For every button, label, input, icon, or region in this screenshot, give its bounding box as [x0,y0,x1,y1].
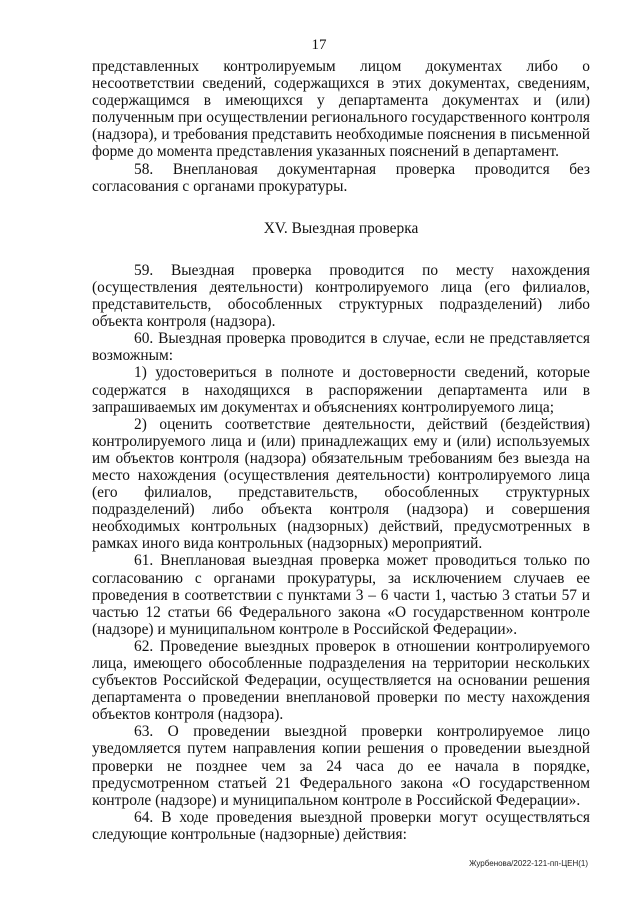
paragraph-63: 63. О проведении выездной проверки контролируемое лицо уведомляется путем направления копии решения о проведении выездной проверки не позднее чем за 24 часа до ее начала в порядке, предусмотренном статьей 21 Федерального закона «О государственном контроле (надзоре) и муниципальном контроле в Российской Федерации». [92,723,590,809]
footer-document-code: Журбенова/2022-121-пп-ЦЕН(1) [469,859,588,868]
paragraph-60-item-2: 2) оценить соответствие деятельности, действий (бездействия) контролируемого лица и (или) принадлежащих ему и (или) используемых им объектов контроля (надзора) обязательным требованиям без выезда на место нахождения (осуществления деятельности) контролируемого лица (его филиалов, представительств, обособленных структурных подразделений) либо объекта контроля (надзора) и совершения необходимых контрольных (надзорных) действий, предусмотренных в рамках иного вида контрольных (надзорных) мероприятий. [92,415,590,553]
paragraph-continuation: представленных контролируемым лицом документах либо о несоответствии сведений, содержащихся в этих документах, сведениям, содержащимся в имеющихся у департамента документах и (или) полученным при осуществлении регионального государственного контроля (надзора), и требования представить необходимые пояснения в письменной форме до момента представления указанных пояснений в департамент. [92,58,590,161]
document-body [92,58,590,843]
paragraph-61: 61. Внеплановая выездная проверка может проводиться только по согласованию с органами прокуратуры, за исключением случаев ее проведения в соответствии с пунктами 3 – 6 части 1, частью 3 статьи 57 и частью 12 статьи 66 Федерального закона «О государственном контроле (надзоре) и муниципальном контроле в Российской Федерации». [92,552,590,638]
paragraph-60: 60. Выездная проверка проводится в случае, если не представляется возможным: [92,330,590,365]
paragraph-58: 58. Внеплановая документарная проверка проводится без согласования с органами прокуратуры. [92,160,590,195]
paragraph-59: 59. Выездная проверка проводится по месту нахождения (осуществления деятельности) контролируемого лица (его филиалов, представительств, обособленных структурных подразделений) либо объекта контроля (надзора). [92,261,590,331]
paragraph-60-item-1: 1) удостовериться в полноте и достоверности сведений, которые содержатся в находящихся в распоряжении департамента или в запрашиваемых им документах и объяснениях контролируемого лица; [92,364,590,416]
paragraph-64: 64. В ходе проведения выездной проверки могут осуществляться следующие контрольные (надзорные) действия: [92,808,590,843]
page-number: 17 [311,37,327,53]
section-title: XV. Выездная проверка [263,219,419,237]
paragraph-62: 62. Проведение выездных проверок в отношении контролируемого лица, имеющего обособленные подразделения на территории нескольких субъектов Российской Федерации, осуществляется на основании решения департамента о проведении внеплановой проверки по месту нахождения объектов контроля (надзора). [92,637,590,724]
